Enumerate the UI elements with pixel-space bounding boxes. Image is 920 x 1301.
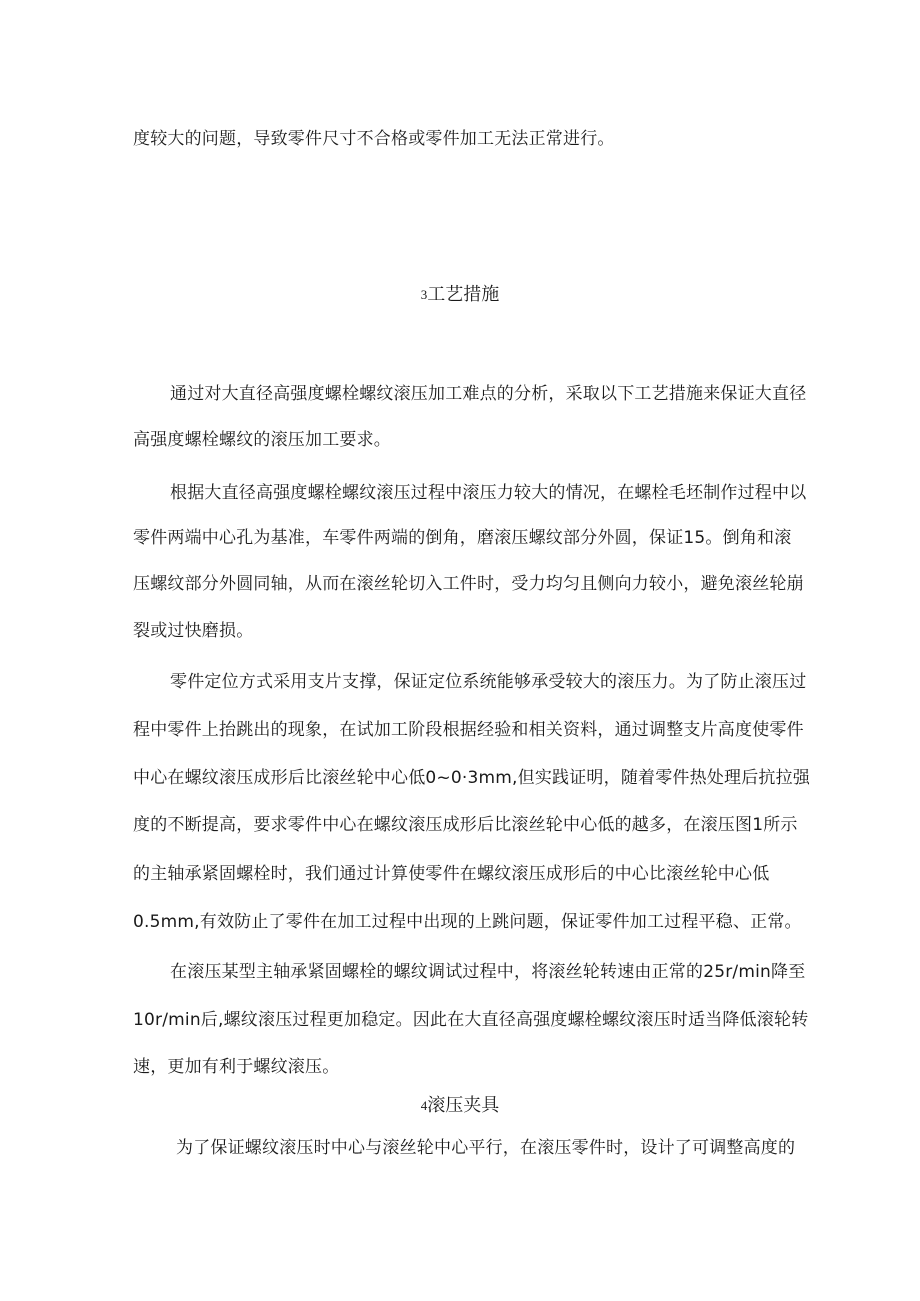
section-number: 4 [420,1098,428,1113]
body-line: 10r∕min后,螺纹滚压过程更加稳定。因此在大直径高强度螺栓螺纹滚压时适当降低滚轮转 [133,1010,809,1030]
body-line: 通过对大直径高强度螺栓螺纹滚压加工难点的分析，采取以下工艺措施来保证大直径 [170,384,807,404]
body-line: 中心在螺纹滚压成形后比滚丝轮中心低0~0·3mm,但实践证明，随着零件热处理后抗拉强 [133,768,811,788]
body-line: 速，更加有利于螺纹滚压。 [133,1057,340,1077]
section-heading-3 [0,282,920,308]
section-number: 3 [420,287,428,302]
section-heading-4 [0,1093,920,1119]
body-line: 程中零件上抬跳出的现象，在试加工阶段根据经验和相关资料，通过调整支片高度使零件 [133,720,804,740]
body-line: 零件两端中心孔为基准，车零件两端的倒角，磨滚压螺纹部分外圆，保证15。倒角和滚 [133,528,792,548]
body-line: 为了保证螺纹滚压时中心与滚丝轮中心平行，在滚压零件时，设计了可调整高度的 [176,1138,796,1158]
body-line: 度较大的问题，导致零件尺寸不合格或零件加工无法正常进行。 [133,129,615,149]
body-line: 的主轴承紧固螺栓时，我们通过计算使零件在螺纹滚压成形后的中心比滚丝轮中心低 [133,864,770,884]
body-line: 根据大直径高强度螺栓螺纹滚压过程中滚压力较大的情况，在螺栓毛坯制作过程中以 [170,483,807,503]
body-line: 裂或过快磨损。 [133,621,254,641]
section-title: 滚压夹具 [427,1095,500,1116]
body-line: 0.5mm,有效防止了零件在加工过程中出现的上跳问题，保证零件加工过程平稳、正常。 [133,912,802,932]
body-line: 零件定位方式采用支片支撑，保证定位系统能够承受较大的滚压力。为了防止滚压过 [170,672,807,692]
section-title: 工艺措施 [427,284,500,305]
body-line: 度的不断提高，要求零件中心在螺纹滚压成形后比滚丝轮中心低的越多，在滚压图1所示 [133,815,798,835]
body-line: 在滚压某型主轴承紧固螺栓的螺纹调试过程中，将滚丝轮转速由正常的25r∕min降至 [170,962,806,982]
body-line: 高强度螺栓螺纹的滚压加工要求。 [133,430,391,450]
body-line: 压螺纹部分外圆同轴，从而在滚丝轮切入工件时，受力均匀且侧向力较小，避免滚丝轮崩 [133,574,804,594]
